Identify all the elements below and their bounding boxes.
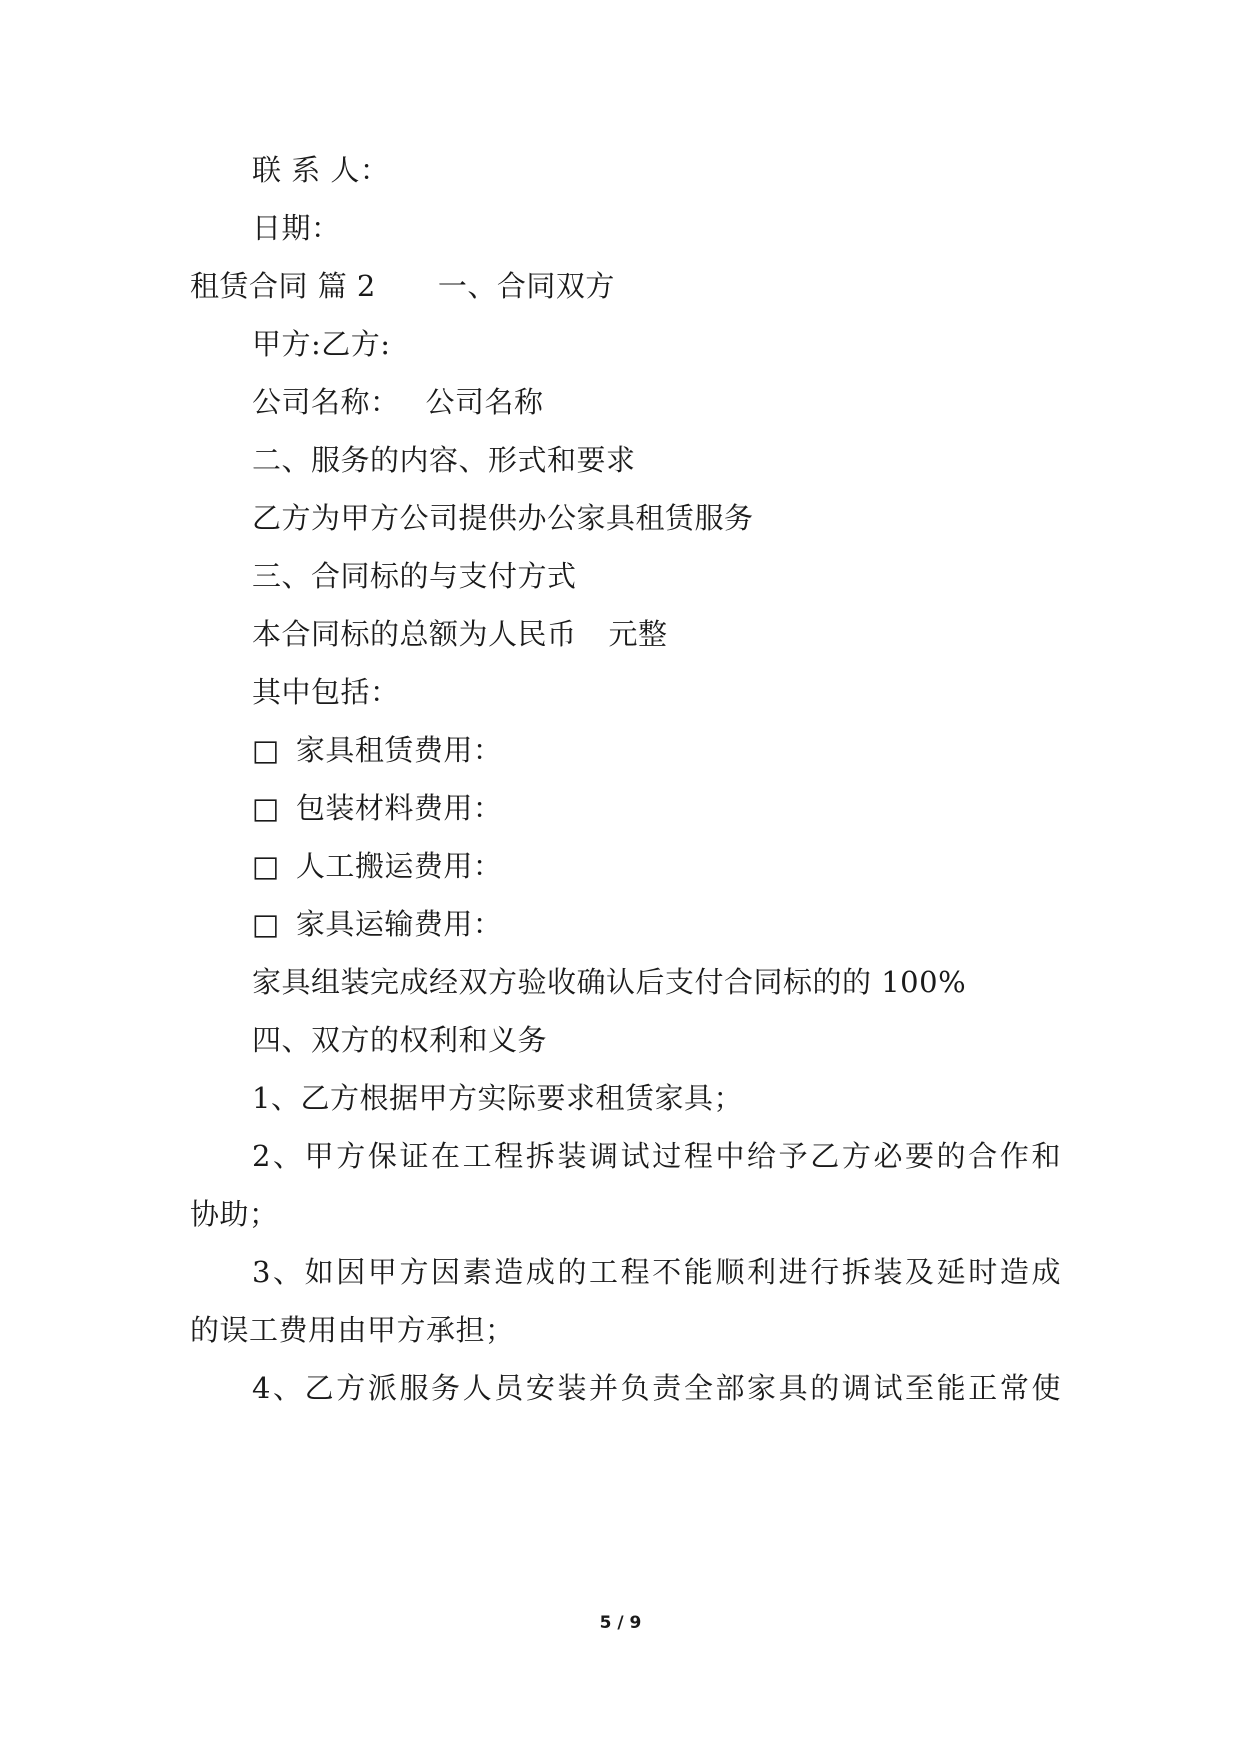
duty2-text: 2、甲方保证在工程拆装调试过程中给予乙方必要的合作和 <box>252 1139 1064 1173</box>
clause1-heading: 一、合同双方 <box>437 269 615 303</box>
payment-terms-line <box>252 964 966 1000</box>
fee-item <box>252 848 502 884</box>
page-number: 5 / 9 <box>599 1613 642 1633</box>
parties-label: 甲方:乙方: <box>252 327 391 361</box>
company-name-line <box>252 384 544 420</box>
fee-item <box>252 906 502 942</box>
total-amount-unit: 元整 <box>608 617 668 651</box>
total-amount-text: 本合同标的总额为人民币 <box>252 617 577 651</box>
company-label-a: 公司名称： <box>252 385 400 419</box>
duty4-text: 4、乙方派服务人员安装并负责全部家具的调试至能正常使 <box>252 1371 1064 1405</box>
parties-line <box>252 326 391 362</box>
duty2-line1 <box>252 1138 1063 1174</box>
includes-label: 其中包括： <box>252 675 400 709</box>
date-line <box>252 210 341 246</box>
fee-item <box>252 732 502 768</box>
fee-item-label: 人工搬运费用： <box>295 849 503 883</box>
total-amount-line <box>252 616 668 652</box>
fee-item-label: 家具租赁费用： <box>295 733 503 767</box>
duty2-text-cont: 协助； <box>190 1197 279 1231</box>
section-title: 租赁合同 篇 2 <box>190 269 376 303</box>
duty1: 1、乙方根据甲方实际要求租赁家具； <box>252 1081 743 1115</box>
checkbox-icon: □ <box>252 733 280 767</box>
duty2-line2 <box>190 1196 279 1232</box>
section-heading-line <box>190 268 615 304</box>
checkbox-icon: □ <box>252 849 280 883</box>
clause2-heading: 二、服务的内容、形式和要求 <box>252 443 636 477</box>
includes-line <box>252 674 400 710</box>
duty3-line2 <box>190 1312 515 1348</box>
page-footer <box>0 1612 1241 1634</box>
duty3-text: 3、如因甲方因素造成的工程不能顺利进行拆装及延时造成 <box>252 1255 1064 1289</box>
company-label-b: 公司名称 <box>425 385 544 419</box>
duty3-line1 <box>252 1254 1063 1290</box>
checkbox-icon: □ <box>252 907 280 941</box>
clause4-heading-line <box>252 1022 547 1058</box>
contact-line <box>252 152 389 188</box>
duty3-text-cont: 的误工费用由甲方承担； <box>190 1313 515 1347</box>
clause3-heading-line <box>252 558 577 594</box>
clause2-heading-line <box>252 442 636 478</box>
duty4-line1 <box>252 1370 1063 1406</box>
date-label: 日期： <box>252 211 341 245</box>
checkbox-icon: □ <box>252 791 280 825</box>
contact-label: 联 系 人： <box>252 153 390 187</box>
fee-item-label: 包装材料费用： <box>295 791 503 825</box>
fee-item-label: 家具运输费用： <box>295 907 503 941</box>
fee-item <box>252 790 502 826</box>
clause4-heading: 四、双方的权利和义务 <box>252 1023 548 1057</box>
duty1-line <box>252 1080 743 1116</box>
clause3-heading: 三、合同标的与支付方式 <box>252 559 577 593</box>
service-desc-line <box>252 500 754 536</box>
payment-terms: 家具组装完成经双方验收确认后支付合同标的的 100% <box>252 965 967 999</box>
service-desc: 乙方为甲方公司提供办公家具租赁服务 <box>252 501 754 535</box>
